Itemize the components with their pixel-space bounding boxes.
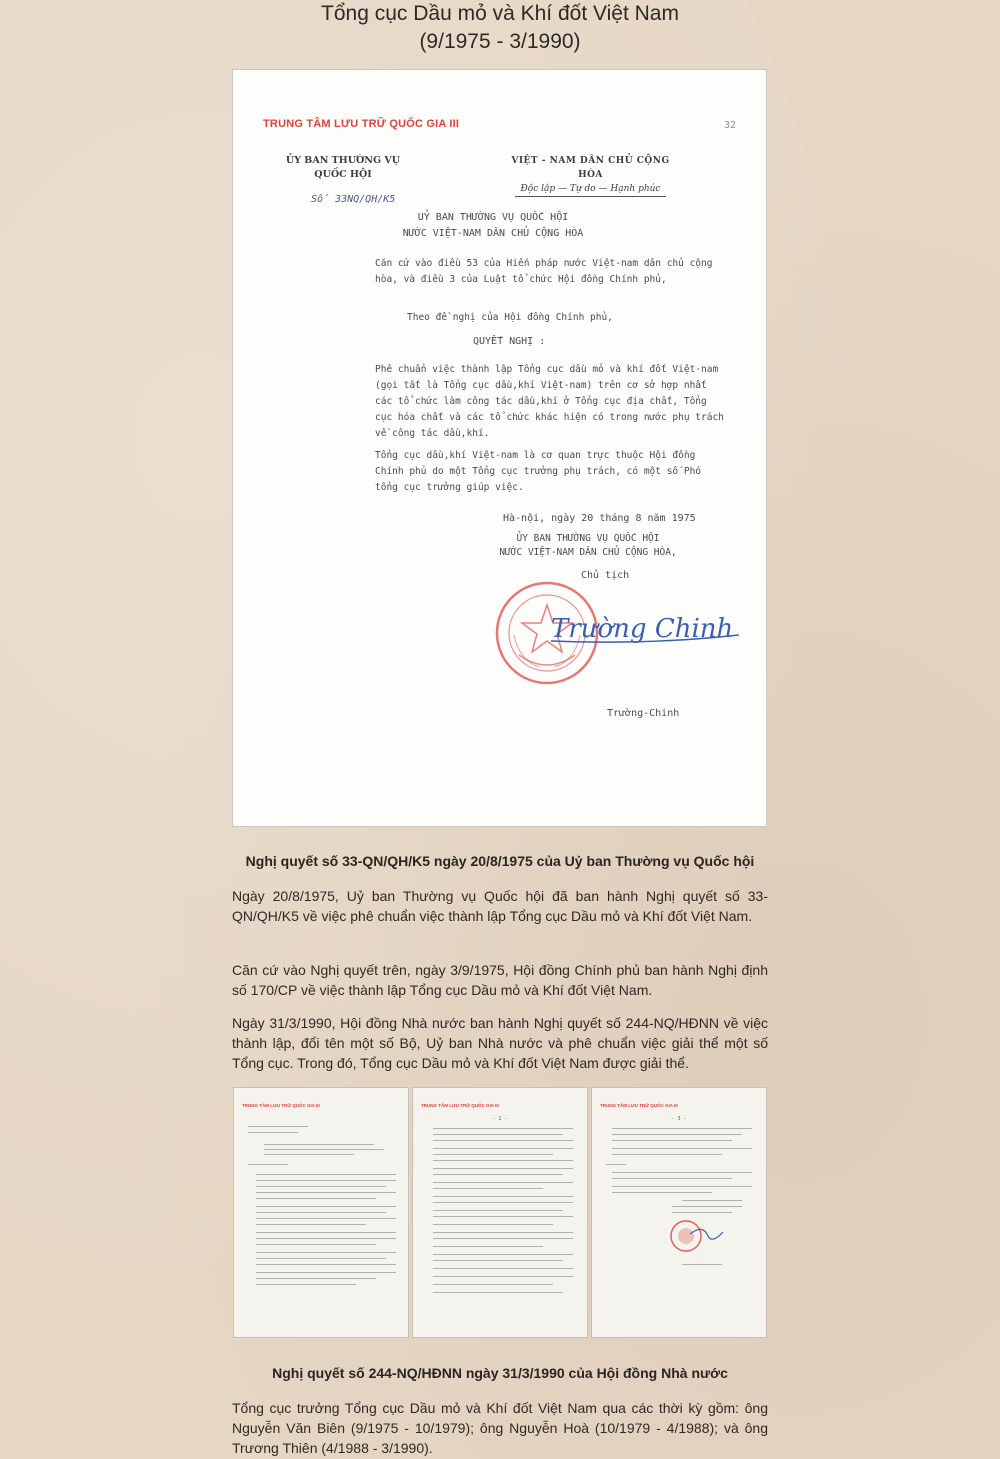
country-name: VIỆT - NAM DÂN CHỦ CỘNG HÒA (511, 156, 670, 180)
thumb-text-line (433, 1160, 573, 1161)
thumb-text-line (612, 1134, 742, 1135)
heading-line1: UỶ BAN THƯỜNG VỤ QUỐC HỘI (417, 212, 569, 223)
resolution-document-image (232, 69, 767, 827)
issuing-org-line1: ỦY BAN THƯỜNG VỤ (285, 155, 401, 166)
thumb-text-line (433, 1148, 573, 1149)
thumb-text-line (256, 1186, 386, 1187)
thumb-text-line (256, 1198, 376, 1199)
thumb-text-line (256, 1284, 356, 1285)
thumb-text-line (248, 1126, 308, 1127)
closing-paragraph: Tổng cục trưởng Tổng cục Dầu mỏ và Khí đốt Việt Nam qua các thời kỳ gồm: ông Nguyễn Văn Biên (9/1975 - 10/1979); ông Nguyễn Hoà (10/1979 - 4/1988); và ông Trương Thiên (4/1988 - 3/1990). (232, 1400, 768, 1456)
place-date: Hà-nội, ngày 20 tháng 8 năm 1975 (503, 513, 696, 524)
thumb-text-line (256, 1278, 376, 1279)
thumb-text-line (256, 1174, 396, 1175)
signature-icon: Trường Chinh (551, 614, 734, 644)
thumb-text-line (256, 1252, 396, 1253)
heading-line2: NƯỚC VIỆT-NAM DÂN CHỦ CỘNG HÒA (402, 228, 584, 239)
thumb-text-line (433, 1276, 573, 1277)
title-line-1: Tổng cục Dầu mỏ và Khí đốt Việt Nam (321, 2, 679, 25)
thumb-text-line (256, 1238, 396, 1239)
thumb-text-line (433, 1154, 553, 1155)
thumb-text-line (256, 1206, 396, 1207)
signer-role: Chủ tịch (581, 570, 630, 581)
thumb-text-line (682, 1200, 742, 1201)
doc-paragraph-1: Căn cứ vào điều 53 của Hiến pháp nước Việt-nam dân chủ cộng hòa, và điều 3 của Luật tổ chức Hội đồng Chính phủ, (375, 258, 713, 285)
thumbnail-page-1[interactable] (233, 1087, 409, 1338)
thumb-text-line (612, 1186, 752, 1187)
thumb-text-line (433, 1128, 573, 1129)
thumb-text-line (256, 1212, 386, 1213)
thumb-text-line (433, 1210, 563, 1211)
thumbnail-page-2[interactable] (412, 1087, 588, 1338)
thumb-text-line (433, 1168, 573, 1169)
paragraph-2: Căn cứ vào Nghị quyết trên, ngày 3/9/1975, Hội đồng Chính phủ ban hành Nghị định số 170/CP về việc thành lập Tổng cục Dầu mỏ và Khí đốt Việt Nam. (232, 962, 768, 998)
thumb-page-number: - 3 - (671, 1116, 687, 1122)
thumb-text-line (264, 1154, 354, 1155)
thumb-text-line (256, 1244, 376, 1245)
thumbnail-page-3[interactable] (591, 1087, 767, 1338)
archive-label: TRUNG TÂM LƯU TRỮ QUỐC GIA III (263, 118, 460, 130)
thumb-text-line (612, 1148, 752, 1149)
thumb-archive-label: TRUNG TÂM LƯU TRỮ QUỐC GIA III (600, 1103, 678, 1108)
page-number: 32 (723, 120, 736, 131)
thumb-text-line (256, 1258, 386, 1259)
doc-paragraph-4: Tổng cục dầu,khí Việt-nam là cơ quan trực thuộc Hội đồng Chính phủ do một Tổng cục trưởng phụ trách, có một số Phó tổng cục trưởng giúp việc. (375, 450, 702, 493)
thumb-text-line (433, 1254, 573, 1255)
thumb-text-line (672, 1212, 732, 1213)
thumb-text-line (612, 1140, 732, 1141)
thumb-text-line (433, 1188, 543, 1189)
thumb-text-line (682, 1264, 722, 1265)
thumb-text-line (612, 1154, 722, 1155)
caption-resolution-244: Nghị quyết số 244-NQ/HĐNN ngày 31/3/1990 của Hội đồng Nhà nước (272, 1365, 728, 1381)
document-heading (343, 210, 643, 242)
thumb-text-line (433, 1260, 563, 1261)
thumb-text-line (606, 1164, 626, 1165)
thumb-text-line (433, 1284, 553, 1285)
thumb-text-line (433, 1202, 573, 1203)
thumb-text-line (433, 1182, 573, 1183)
thumb-text-line (433, 1196, 573, 1197)
thumb-text-line (433, 1268, 573, 1269)
thumb-text-line (672, 1206, 742, 1207)
doc-paragraph-3: Phê chuẩn việc thành lập Tổng cục dầu mỏ và khí đốt Việt-nam (gọi tắt là Tổng cục dầu,khí Việt-nam) trên cơ sở hợp nhất các tổ chức làm công tác dầu,khí ở Tổng cục địa chất, Tổng cục hóa chất và các tổ chức khác hiện có trong nước phụ trách về công tác dầu,khí. (375, 364, 724, 439)
thumb-text-line (264, 1149, 384, 1150)
signer-name: Trường-Chinh (607, 708, 680, 719)
seal-and-signature (489, 575, 749, 685)
thumb-seal-icon (668, 1216, 728, 1256)
thumb-text-line (248, 1164, 288, 1165)
signing-org-line1: ỦY BAN THƯỜNG VỤ QUỐC HỘI (516, 533, 660, 544)
document-number: Số 33NQ/QH/K5 (311, 194, 396, 205)
thumb-text-line (433, 1140, 573, 1141)
thumb-text-line (256, 1264, 396, 1265)
thumb-text-line (612, 1192, 712, 1193)
thumb-text-line (612, 1128, 752, 1129)
thumb-text-line (248, 1132, 298, 1133)
page-title (0, 0, 1000, 56)
doc-paragraph-2: Theo đề nghị của Hội đồng Chính phủ, (407, 312, 613, 323)
thumb-text-line (433, 1292, 563, 1293)
thumb-text-line (433, 1134, 563, 1135)
thumb-text-line (433, 1174, 563, 1175)
thumb-text-line (264, 1144, 374, 1145)
thumb-text-line (256, 1192, 396, 1193)
thumb-text-line (256, 1180, 396, 1181)
thumb-text-line (433, 1238, 573, 1239)
thumb-text-line (256, 1218, 396, 1219)
issuing-org-line2: QUỐC HỘI (314, 169, 372, 180)
signing-org (483, 532, 693, 560)
paragraph-3: Ngày 31/3/1990, Hội đồng Nhà nước ban hành Nghị quyết số 244-NQ/HĐNN về việc thành lập, đổi tên một số Bộ, Uỷ ban Nhà nước và phê chuẩn việc giải thể một số Tổng cục. Trong đó, Tổng cục Dầu mỏ và Khí đốt Việt Nam được giải thể. (232, 1015, 768, 1071)
thumb-text-line (433, 1216, 573, 1217)
motto: Độc lập — Tự do — Hạnh phúc (515, 182, 667, 197)
thumb-text-line (433, 1232, 573, 1233)
thumb-page-number: - 2 - (492, 1116, 508, 1122)
decide-heading: QUYẾT NGHỊ : (473, 336, 546, 347)
thumb-archive-label: TRUNG TÂM LƯU TRỮ QUỐC GIA III (242, 1103, 320, 1108)
national-motto (503, 154, 678, 197)
issuing-org (283, 154, 403, 182)
thumb-text-line (256, 1232, 396, 1233)
thumb-text-line (433, 1246, 543, 1247)
thumb-text-line (256, 1224, 366, 1225)
signing-org-line2: NƯỚC VIỆT-NAM DÂN CHỦ CỘNG HÒA, (499, 547, 677, 558)
thumb-archive-label: TRUNG TÂM LƯU TRỮ QUỐC GIA III (421, 1103, 499, 1108)
paragraph-1: Ngày 20/8/1975, Uỷ ban Thường vụ Quốc hội đã ban hành Nghị quyết số 33-QN/QH/K5 về việc phê chuẩn việc thành lập Tổng cục Dầu mỏ và Khí đốt Việt Nam. (232, 888, 768, 924)
thumb-text-line (433, 1224, 553, 1225)
thumb-text-line (612, 1172, 752, 1173)
thumb-text-line (612, 1178, 732, 1179)
thumb-text-line (256, 1272, 396, 1273)
title-line-2: (9/1975 - 3/1990) (419, 30, 581, 53)
caption-resolution-33: Nghị quyết số 33-QN/QH/K5 ngày 20/8/1975 của Uỷ ban Thường vụ Quốc hội (245, 853, 755, 869)
